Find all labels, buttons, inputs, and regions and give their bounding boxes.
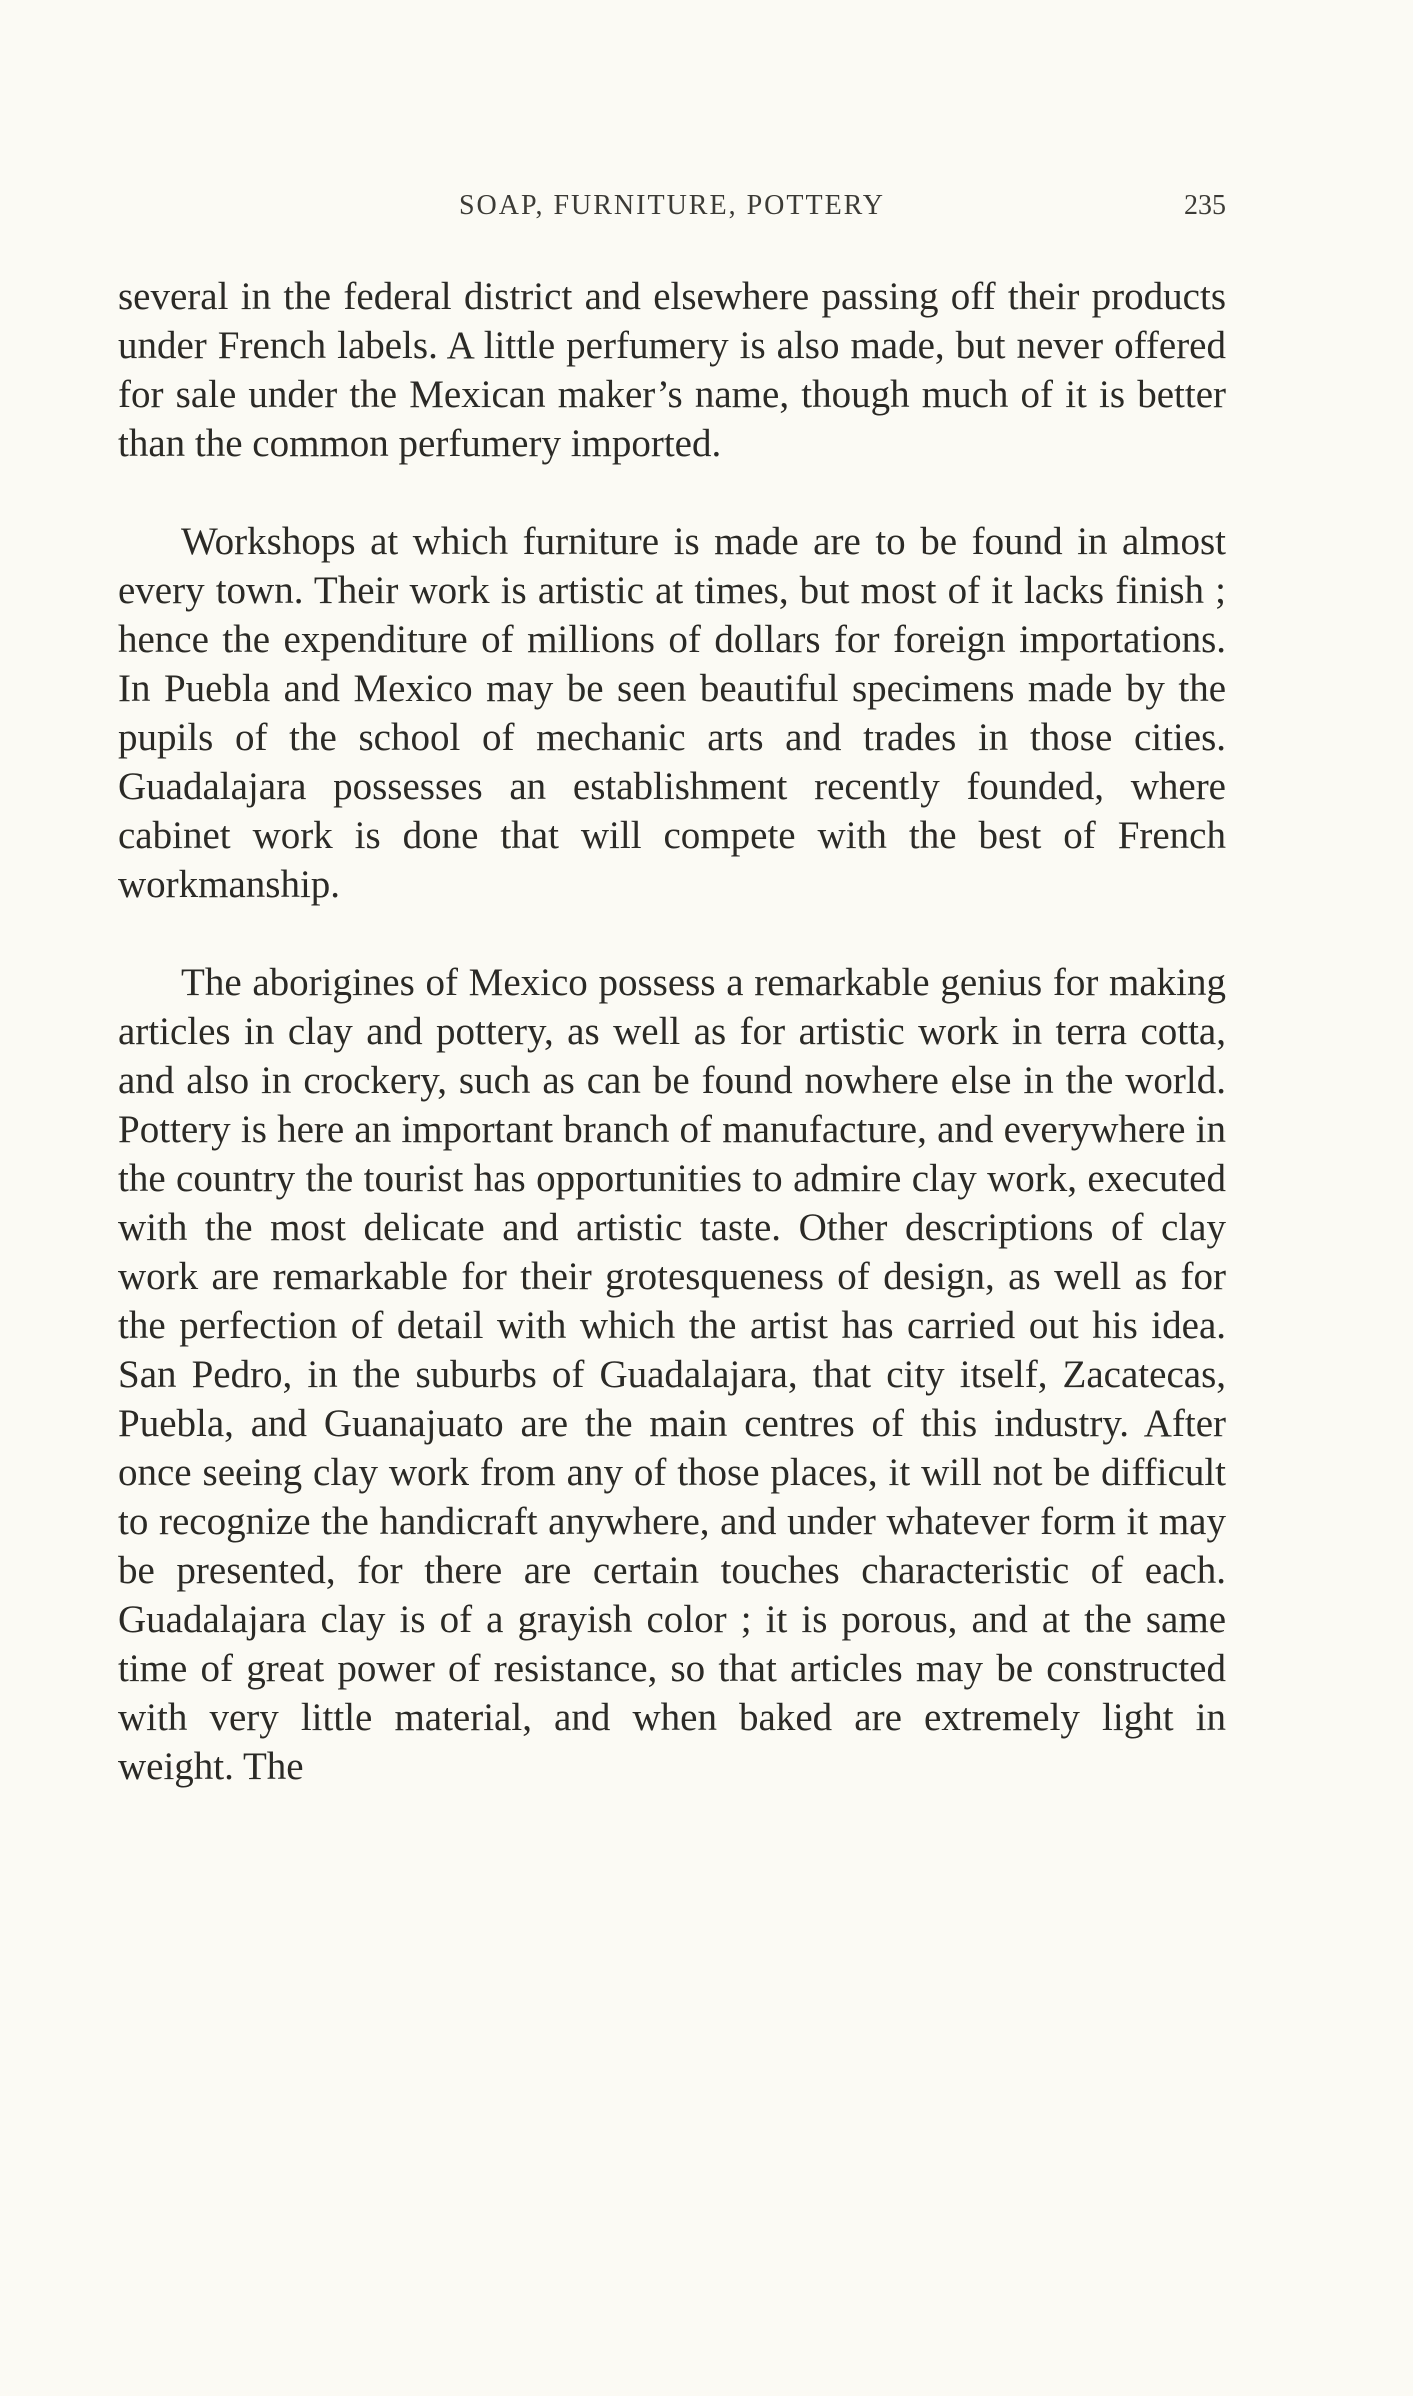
page-number: 235	[1184, 190, 1226, 221]
paragraph-perfumery: several in the federal district and elsewhere passing off their products under French labels. A little perfumery is also made, but never offered for sale under the Mexican maker’s name, though much of it is better than the common perfumery imported.	[118, 275, 1226, 465]
page-header	[118, 190, 1226, 230]
body-text	[118, 272, 1226, 1791]
paragraph-pottery: The aborigines of Mexico possess a remarkable genius for making articles in clay and pottery, as well as for artistic work in terra cotta, and also in crockery, such as can be found nowhere else in the world. Pottery is here an important branch of manufacture, and everywhere in the country the tourist has opportunities to admire clay work, executed with the most delicate and artistic taste. Other descriptions of clay work are remarkable for their grotesqueness of design, as well as for the perfection of detail with which the artist has carried out his idea. San Pedro, in the suburbs of Guadalajara, that city itself, Zacatecas, Puebla, and Guanajuato are the main centres of this industry. After once seeing clay work from any of those places, it will not be difficult to recognize the handicraft anywhere, and under whatever form it may be presented, for there are certain touches characteristic of each. Guadalajara clay is of a grayish color ; it is porous, and at the same time of great power of resistance, so that articles may be constructed with very little material, and when baked are extremely light in weight. The	[118, 961, 1226, 1788]
paragraph-furniture: Workshops at which furniture is made are to be found in almost every town. Their work is artistic at times, but most of it lacks finish ; hence the expenditure of millions of dollars for foreign importations. In Puebla and Mexico may be seen beautiful specimens made by the pupils of the school of mechanic arts and trades in those cities. Guadalajara possesses an establishment recently founded, where cabinet work is done that will compete with the best of French workmanship.	[118, 520, 1226, 906]
running-title: SOAP, FURNITURE, POTTERY	[458, 190, 886, 221]
